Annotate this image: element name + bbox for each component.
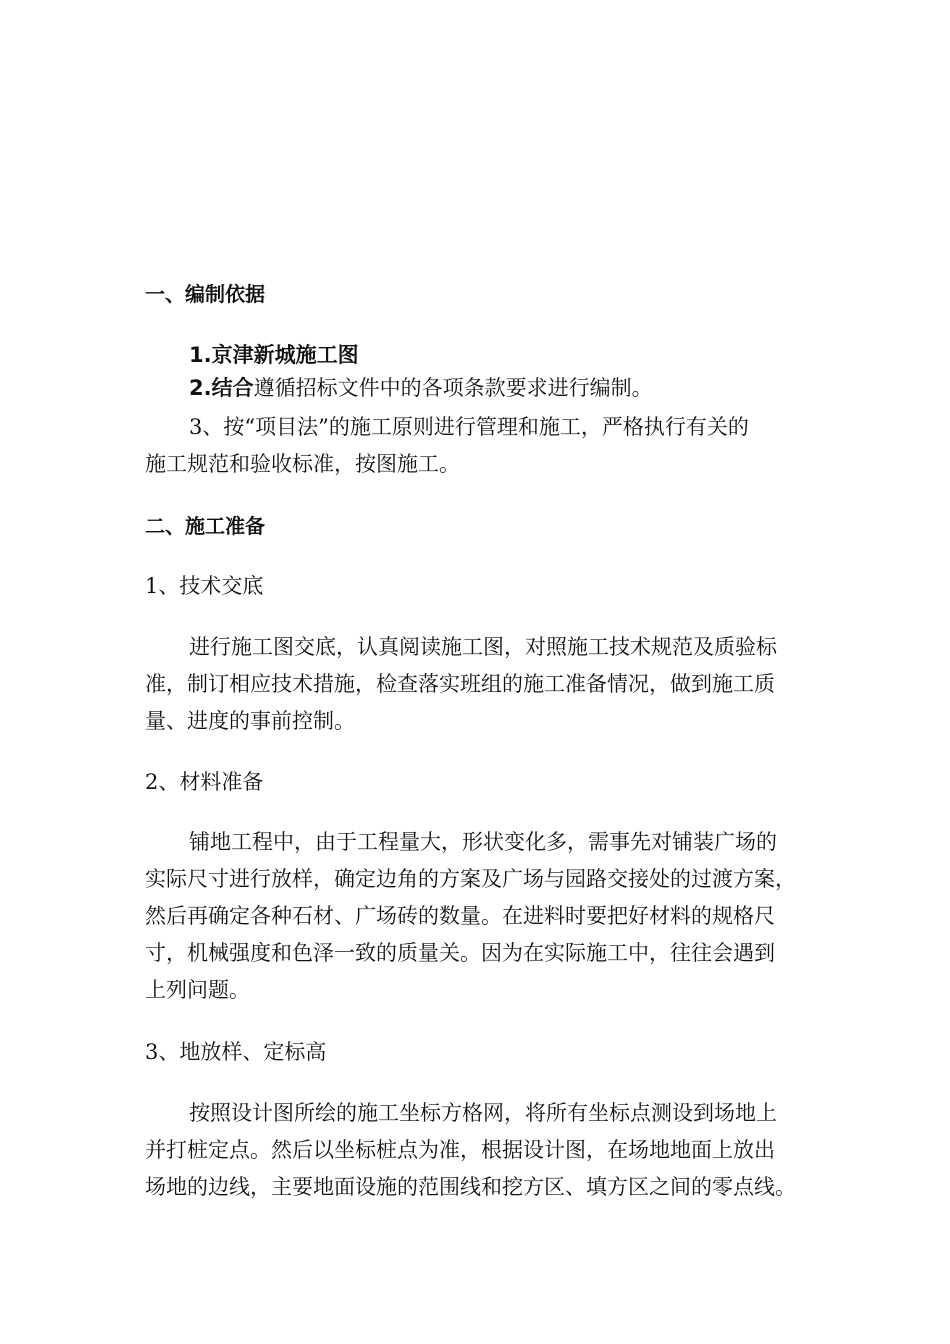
paragraph-line: 准，制订相应技术措施，检查落实班组的施工准备情况，做到施工质 <box>145 672 775 696</box>
basis-item-3-line-2: 施工规范和验收标准，按图施工。 <box>145 452 460 476</box>
basis-item-1: 1.京津新城施工图 <box>189 343 359 367</box>
paragraph-line: 然后再确定各种石材、广场砖的数量。在进料时要把好材料的规格尺 <box>145 904 775 928</box>
basis-item-3-line-1: 3、按“项目法”的施工原则进行管理和施工，严格执行有关的 <box>189 415 749 439</box>
subsection-1-title: 1、技术交底 <box>145 574 264 598</box>
paragraph-line: 量、进度的事前控制。 <box>145 709 355 733</box>
paragraph-line: 场地的边线，主要地面设施的范围线和挖方区、填方区之间的零点线。 <box>145 1175 796 1199</box>
basis-item-2 <box>189 375 653 401</box>
paragraph-line: 按照设计图所绘的施工坐标方格网，将所有坐标点测设到场地上 <box>189 1101 777 1125</box>
paragraph-line: 实际尺寸进行放样，确定边角的方案及广场与园路交接处的过渡方案， <box>145 867 796 891</box>
paragraph-line: 寸，机械强度和色泽一致的质量关。因为在实际施工中，往往会遇到 <box>145 941 775 965</box>
paragraph-line: 铺地工程中，由于工程量大，形状变化多，需事先对铺装广场的 <box>189 830 777 854</box>
paragraph-line: 进行施工图交底，认真阅读施工图，对照施工技术规范及质验标 <box>189 635 777 659</box>
subsection-2-title: 2、材料准备 <box>145 770 264 794</box>
section-2-heading: 二、施工准备 <box>145 514 265 538</box>
basis-item-2-rest: 遵循招标文件中的各项条款要求进行编制。 <box>253 376 653 400</box>
paragraph-line: 并打桩定点。然后以坐标桩点为准，根据设计图，在场地地面上放出 <box>145 1138 775 1162</box>
subsection-3-title: 3、地放样、定标高 <box>145 1040 327 1064</box>
section-1-heading: 一、编制依据 <box>145 282 265 306</box>
basis-item-2-bold: 2.结合 <box>189 376 254 400</box>
paragraph-line: 上列问题。 <box>145 978 250 1002</box>
